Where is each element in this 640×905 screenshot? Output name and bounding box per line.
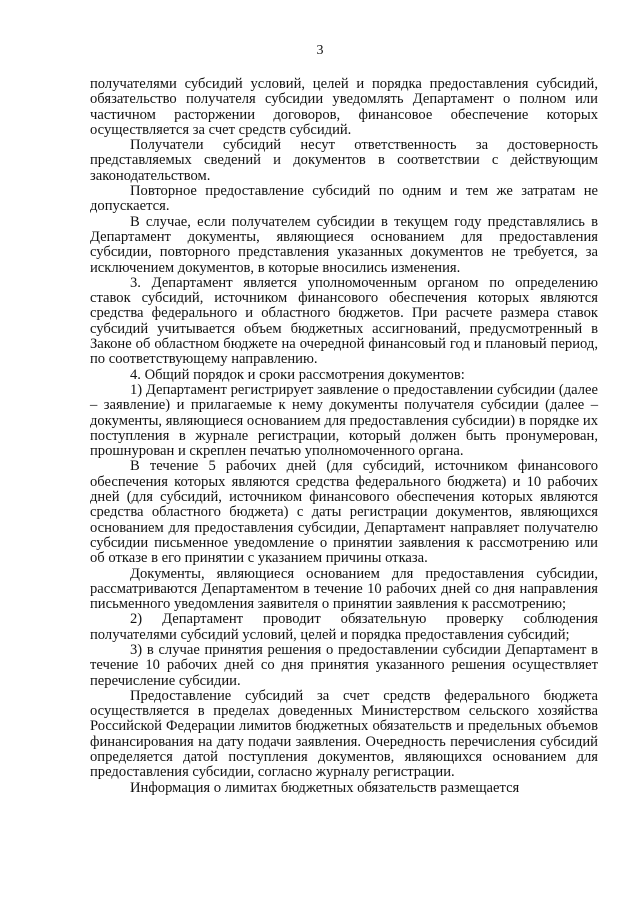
paragraph: В случае, если получателем субсидии в текущем году представлялись в Департамент документы, являющиеся основанием для предоставления субсидии, повторного представления указанных документов не требуется, за исключением документов, в которые вносились изменения. xyxy=(90,213,598,276)
paragraph: получателями субсидий условий, целей и порядка предоставления субсидий, обязательство получателя субсидии уведомлять Департамент о полном или частичном расторжении договоров, финансовое обеспечение которых осуществляется за счет средств субсидий. xyxy=(90,76,598,138)
paragraph: 2) Департамент проводит обязательную проверку соблюдения получателями субсидий условий, целей и порядка предоставления субсидий; xyxy=(90,611,598,643)
paragraph: 1) Департамент регистрирует заявление о предоставлении субсидии (далее – заявление) и прилагаемые к нему документы получателя субсидии (далее – документы, являющиеся основанием для предоставления субсидии) в порядке их поступления в журнале регистрации, который должен быть пронумерован, прошнурован и скреплен печатью уполномоченного органа. xyxy=(90,381,598,460)
paragraph: Предоставление субсидий за счет средств федерального бюджета осуществляется в пределах доведенных Министерством сельского хозяйства Российской Федерации лимитов бюджетных обязательств и предельных объемов финансирования на дату подачи заявления. Очередность перечисления субсидий определяется датой поступления документов, являющихся основанием для предоставления субсидии, согласно журналу регистрации. xyxy=(90,687,598,781)
paragraph: Документы, являющиеся основанием для предоставления субсидии, рассматриваются Департаментом в течение 10 рабочих дней со дня направления письменного уведомления заявителя о принятии заявления к рассмотрению; xyxy=(90,565,598,613)
document-body xyxy=(90,77,598,796)
paragraph: 4. Общий порядок и сроки рассмотрения документов: xyxy=(130,366,465,383)
paragraph: В течение 5 рабочих дней (для субсидий, источником финансового обеспечения которых являются средства федерального бюджета) и 10 рабочих дней (для субсидий, источником финансового обеспечения которых являются средства областного бюджета) с даты регистрации документов, являющихся основанием для предоставления субсидии, Департамент направляет получателю субсидии письменное уведомление о принятии заявления к рассмотрению или об отказе в его принятии с указанием причины отказа. xyxy=(90,458,598,567)
paragraph: 3. Департамент является уполномоченным органом по определению ставок субсидий, источником финансового обеспечения которых являются средства федерального и областного бюджетов. При расчете размера ставок субсидий учитывается объем бюджетных ассигнований, предусмотренный в Законе об областном бюджете на очередной финансовый год и плановый период, по соответствующему направлению. xyxy=(90,274,598,368)
paragraph: Повторное предоставление субсидий по одним и тем же затратам не допускается. xyxy=(90,183,598,215)
page-number: 3 xyxy=(316,43,324,58)
paragraph: Информация о лимитах бюджетных обязательств размещается xyxy=(130,779,520,796)
paragraph: 3) в случае принятия решения о предоставлении субсидии Департамент в течение 10 рабочих дней со дня принятия указанного решения осуществляет перечисление субсидии. xyxy=(90,641,598,689)
paragraph: Получатели субсидий несут ответственность за достоверность представляемых сведений и документов в соответствии с действующим законодательством. xyxy=(90,137,598,184)
